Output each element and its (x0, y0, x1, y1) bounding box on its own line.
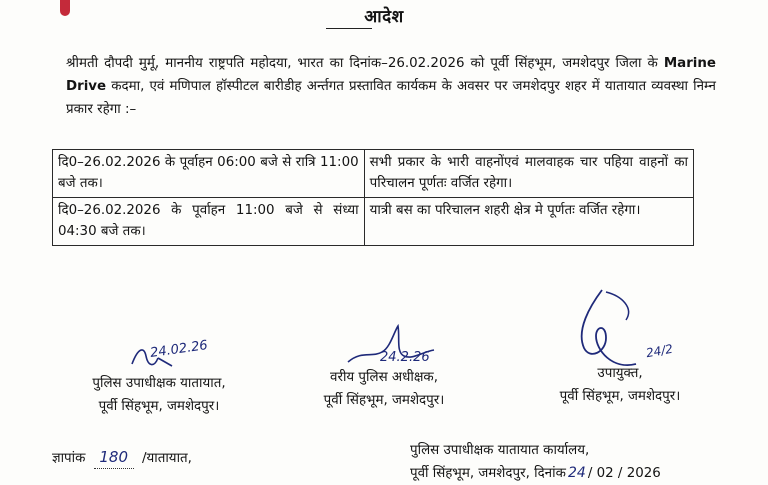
schedule-rule-cell: यात्री बस का परिचालन शहरी क्षेत्र मे पूर्णतः वर्जित रहेगा। (364, 198, 693, 246)
signatory-title: पुलिस उपाधीक्षक यातायात, (92, 376, 226, 391)
memo-number-line (52, 446, 192, 470)
signatory-location: पूर्वी सिंहभूम, जमशेदपुर। (559, 389, 681, 404)
signatory-title: उपायुक्त, (597, 366, 643, 381)
table-row (53, 198, 694, 246)
memo-suffix: /यातायात, (141, 451, 192, 466)
traffic-schedule-table (52, 149, 694, 246)
memo-label: ज्ञापांक (52, 451, 86, 466)
signatory-deputy-commissioner (500, 362, 740, 408)
signatory-location: पूर्वी सिंहभूम, जमशेदपुर। (323, 393, 445, 408)
signature-center-date: 24.2.26 (380, 350, 430, 365)
table-row (53, 150, 694, 198)
office-block (410, 440, 661, 485)
office-date-line (410, 462, 661, 485)
office-month-year: / 02 / 2026 (587, 466, 661, 481)
signature-left-date: 24.02.26 (149, 338, 209, 361)
office-name: पुलिस उपाधीक्षक यातायात कार्यालय, (410, 443, 590, 458)
order-heading: आदेश (364, 7, 404, 27)
memo-number: 180 (94, 446, 134, 469)
signature-right-date: 24/2 (644, 341, 674, 361)
heading-underline (326, 28, 372, 29)
schedule-rule-cell: सभी प्रकार के भारी वाहनोंएवं मालवाहक चार पहिया वाहनों का परिचालन पूर्णतः वर्जित रहेगा। (364, 150, 693, 198)
signatory-title: वरीय पुलिस अधीक्षक, (330, 370, 438, 385)
intro-text-1: श्रीमती दौपदी मुर्मू, माननीय राष्ट्रपति महोदया, भारत का दिनांक–26.02.2026 को पूर्वी सिंहभूम, जमशेदपुर जिला के (66, 56, 664, 71)
intro-paragraph (66, 52, 716, 121)
office-location: पूर्वी सिंहभूम, जमशेदपुर, दिनांक (410, 466, 566, 481)
intro-bold-location: Marine Drive (66, 56, 716, 94)
office-day: 24 (567, 465, 586, 481)
signatory-ssp (264, 366, 504, 412)
signatory-dsp-traffic (34, 372, 284, 418)
signatory-location: पूर्वी सिंहभूम, जमशेदपुर। (98, 399, 220, 414)
intro-text-2: कदमा, एवं मणिपाल हॉस्पीटल बारीडीह अर्न्तगत प्रस्तावित कार्यकम के अवसर पर जमशेदपुर शहर में यातायात व्यवस्था निम्न प्रकार रहेगा :– (66, 79, 716, 117)
schedule-time-cell: दि0–26.02.2026 के पूर्वाहन 11:00 बजे से संध्या 04:30 बजे तक। (53, 198, 365, 246)
schedule-time-cell: दि0–26.02.2026 के पूर्वाहन 06:00 बजे से रात्रि 11:00 बजे तक। (53, 150, 365, 198)
